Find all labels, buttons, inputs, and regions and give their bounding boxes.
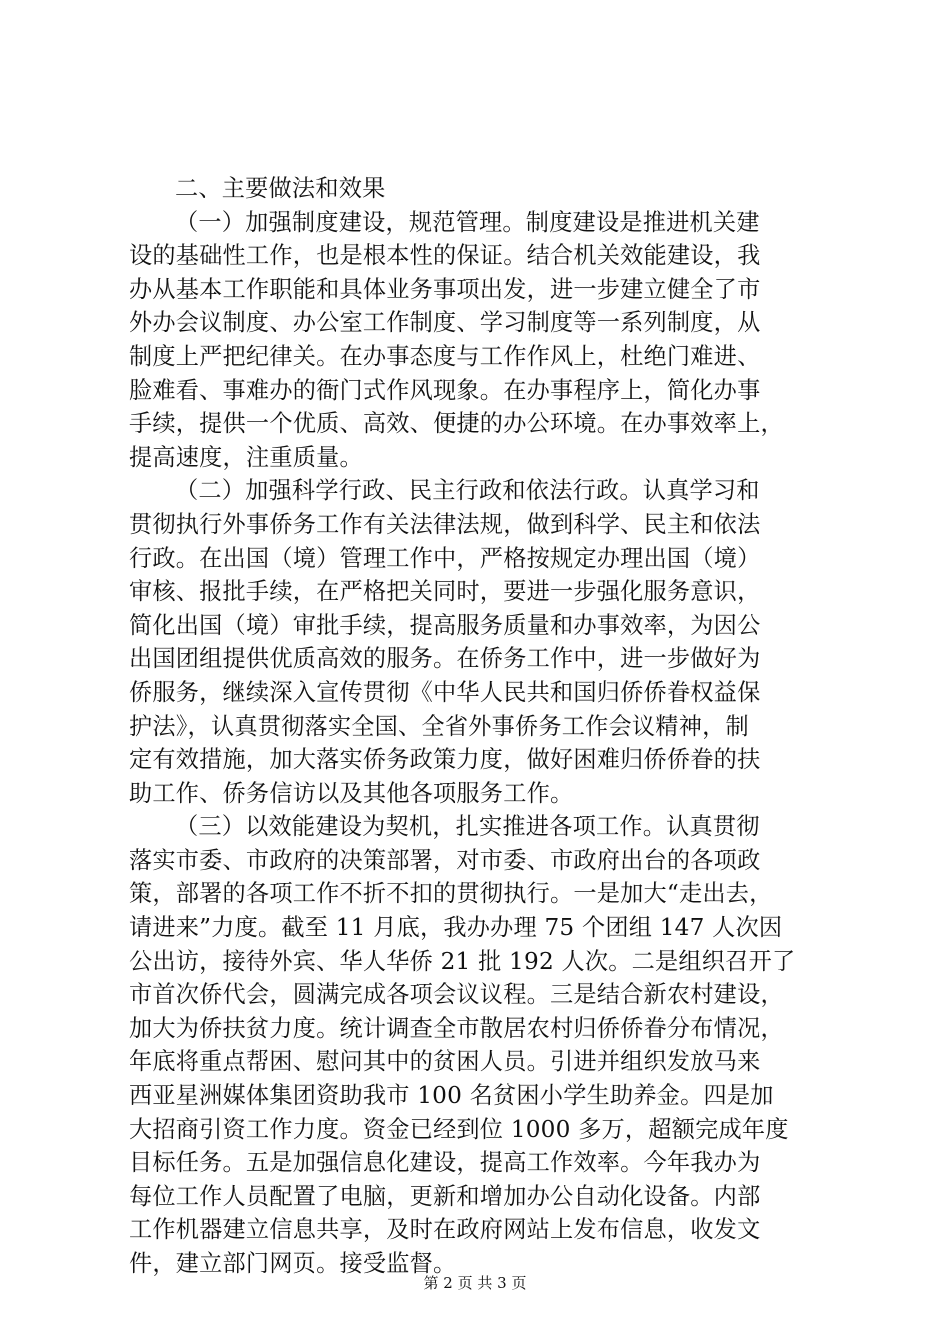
text-line: （三）以效能建设为契机，扎实推进各项工作。认真贯彻 xyxy=(175,813,760,841)
text-line: 请进来”力度。截至 11 月底，我办办理 75 个团组 147 人次因 xyxy=(129,914,783,942)
text-line: 贯彻执行外事侨务工作有关法律法规，做到科学、民主和依法 xyxy=(129,510,761,538)
text-line: 定有效措施，加大落实侨务政策力度，做好困难归侨侨眷的扶 xyxy=(129,746,761,774)
text-line: 西亚星洲媒体集团资助我市 100 名贫困小学生助养金。四是加 xyxy=(129,1082,774,1110)
text-line: 出国团组提供优质高效的服务。在侨务工作中，进一步做好为 xyxy=(129,645,761,673)
text-line: 件，建立部门网页。接受监督。 xyxy=(129,1250,457,1277)
body-text xyxy=(129,172,834,1281)
text-line: 简化出国（境）审批手续，提高服务质量和办事效率，为因公 xyxy=(129,611,761,639)
page-footer: 第 2 页 共 3 页 xyxy=(423,1274,527,1292)
text-line: 市首次侨代会，圆满完成各项会议议程。三是结合新农村建设， xyxy=(129,981,784,1009)
text-line: 每位工作人员配置了电脑，更新和增加办公自动化设备。内部 xyxy=(129,1182,761,1210)
text-line: （一）加强制度建设，规范管理。制度建设是推进机关建 xyxy=(175,208,760,236)
text-line: 行政。在出国（境）管理工作中，严格按规定办理出国（境） xyxy=(129,544,761,572)
text-line: 加大为侨扶贫力度。统计调查全市散居农村归侨侨眷分布情况， xyxy=(129,1014,784,1042)
text-line: 助工作、侨务信访以及其他各项服务工作。 xyxy=(129,779,574,807)
text-line: 手续，提供一个优质、高效、便捷的办公环境。在办事效率上， xyxy=(129,410,784,438)
text-line: 二、主要做法和效果 xyxy=(175,175,386,202)
text-line: 审核、报批手续，在严格把关同时，要进一步强化服务意识， xyxy=(129,578,761,606)
text-line: 办从基本工作职能和具体业务事项出发，进一步建立健全了市 xyxy=(129,275,761,303)
text-line: 设的基础性工作，也是根本性的保证。结合机关效能建设，我 xyxy=(129,242,761,270)
text-line: 工作机器建立信息共享，及时在政府网站上发布信息，收发文 xyxy=(129,1216,761,1244)
text-line: 脸难看、事难办的衙门式作风现象。在办事程序上，简化办事 xyxy=(129,376,761,404)
text-line: 护法》，认真贯彻落实全国、全省外事侨务工作会议精神，制 xyxy=(129,712,749,740)
text-line: 策，部署的各项工作不折不扣的贯彻执行。一是加大“走出去， xyxy=(129,880,773,908)
text-line: 提高速度，注重质量。 xyxy=(129,443,363,471)
text-line: 目标任务。五是加强信息化建设，提高工作效率。今年我办为 xyxy=(129,1149,761,1177)
text-line: 外办会议制度、办公室工作制度、学习制度等一系列制度，从 xyxy=(129,309,761,337)
text-line: 侨服务，继续深入宣传贯彻《中华人民共和国归侨侨眷权益保 xyxy=(129,678,761,706)
text-line: 落实市委、市政府的决策部署，对市委、市政府出台的各项政 xyxy=(129,846,761,874)
text-line: 公出访，接待外宾、华人华侨 21 批 192 人次。二是组织召开了 xyxy=(129,947,796,975)
text-line: 制度上严把纪律关。在办事态度与工作作风上，杜绝门难进、 xyxy=(129,342,761,370)
text-line: 大招商引资工作力度。资金已经到位 1000 多万，超额完成年度 xyxy=(129,1115,789,1143)
text-line: 年底将重点帮困、慰问其中的贫困人员。引进并组织发放马来 xyxy=(129,1048,761,1076)
text-line: （二）加强科学行政、民主行政和依法行政。认真学习和 xyxy=(175,477,760,505)
